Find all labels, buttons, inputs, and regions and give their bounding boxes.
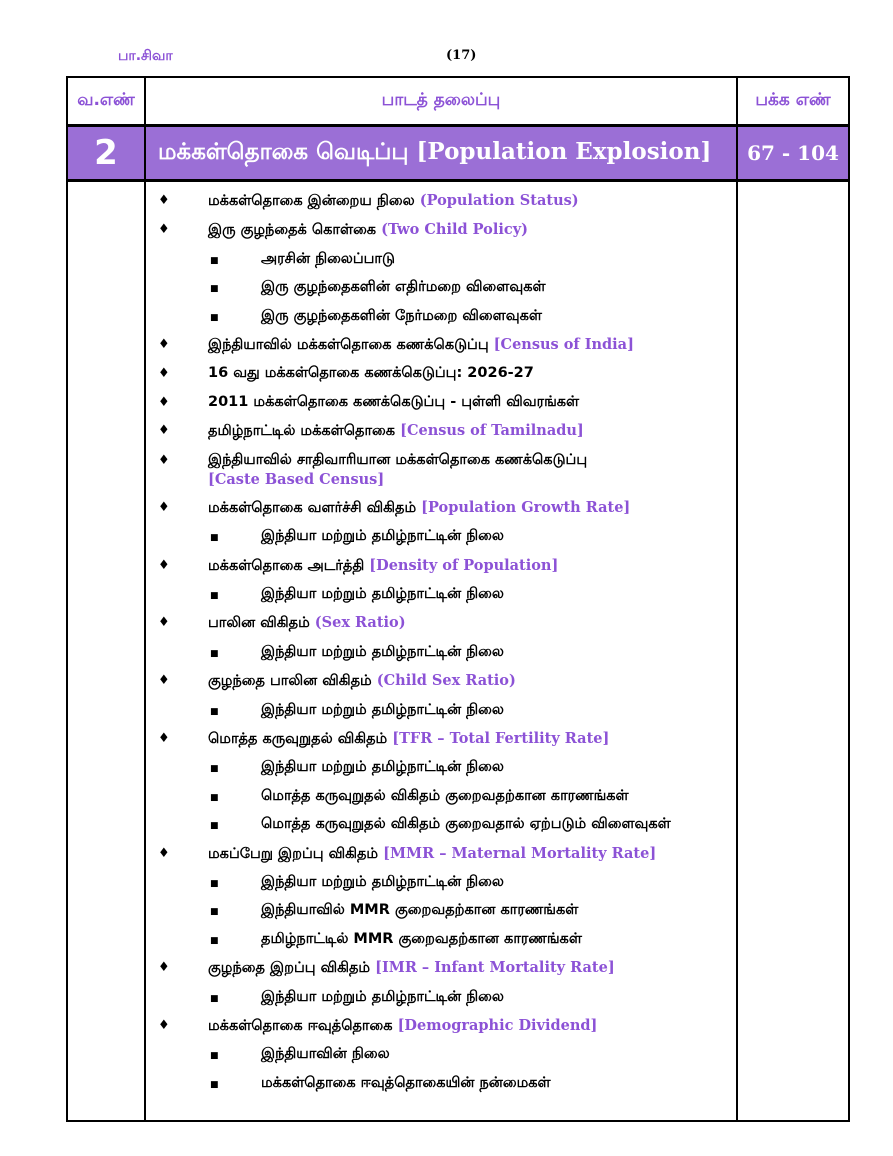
author-name: பா.சிவா xyxy=(118,48,173,64)
list-item: ♦ தமிழ்நாட்டில் மக்கள்தொகை [Census of Tamilnadu] xyxy=(158,422,584,440)
title-column-header: பாடத் தலைப்பு xyxy=(145,77,737,126)
list-subitem: ■ இந்தியா மற்றும் தமிழ்நாட்டின் நிலை xyxy=(146,988,736,1007)
square-bullet-icon: ■ xyxy=(210,993,219,1004)
diamond-bullet-icon: ♦ xyxy=(158,615,170,631)
list-subitem: ■ இரு குழந்தைகளின் எதிர்மறை விளைவுகள் xyxy=(146,278,736,297)
list-item: ♦ மகப்பேறு இறப்பு விகிதம் [MMR – Maternal Mortality Rate] xyxy=(158,844,657,862)
list-item: ♦ மக்கள்தொகை ஈவுத்தொகை [Demographic Dividend] xyxy=(158,1016,598,1034)
table-header-row xyxy=(67,77,849,126)
chapter-pages: 67 - 104 xyxy=(737,126,849,181)
square-bullet-icon: ■ xyxy=(210,1051,219,1062)
diamond-bullet-icon: ♦ xyxy=(158,423,170,439)
list-item: ♦ 16 வது மக்கள்தொகை கணக்கெடுப்பு: 2026-27 xyxy=(158,365,534,382)
diamond-bullet-icon: ♦ xyxy=(158,845,170,861)
list-subitem: ■ இந்தியாவில் MMR குறைவதற்கான காரணங்கள் xyxy=(146,901,736,920)
diamond-bullet-icon: ♦ xyxy=(158,557,170,573)
list-item: ♦ 2011 மக்கள்தொகை கணக்கெடுப்பு - புள்ளி விவரங்கள் xyxy=(158,393,580,410)
chapter-number: 2 xyxy=(67,126,145,181)
diamond-bullet-icon: ♦ xyxy=(158,193,170,208)
diamond-bullet-icon: ♦ xyxy=(158,452,170,468)
list-item: ♦ மக்கள்தொகை இன்றைய நிலை (Population Status) xyxy=(158,192,579,209)
list-subitem: ■ இந்தியா மற்றும் தமிழ்நாட்டின் நிலை xyxy=(146,585,736,604)
square-bullet-icon: ■ xyxy=(210,533,219,544)
diamond-bullet-icon: ♦ xyxy=(158,336,170,352)
list-item: ♦ குழந்தை பாலின விகிதம் (Child Sex Ratio) xyxy=(158,672,516,690)
serial-column-header: வ.எண் xyxy=(67,77,145,126)
page-number: (17) xyxy=(446,48,477,63)
chapter-title-tamil: மக்கள்தொகை வெடிப்பு xyxy=(158,139,417,165)
list-item: ♦ இந்தியாவில் சாதிவாரியான மக்கள்தொகை கணக்கெடுப்பு [Caste Based Census] xyxy=(158,451,588,488)
diamond-bullet-icon: ♦ xyxy=(158,394,170,410)
list-subitem: ■ இந்தியா மற்றும் தமிழ்நாட்டின் நிலை xyxy=(146,527,736,546)
list-subitem: ■ மக்கள்தொகை ஈவுத்தொகையின் நன்மைகள் xyxy=(146,1074,736,1093)
topics-row xyxy=(67,181,849,1122)
square-bullet-icon: ■ xyxy=(210,821,219,832)
square-bullet-icon: ■ xyxy=(210,284,219,295)
list-subitem: ■ இந்தியா மற்றும் தமிழ்நாட்டின் நிலை xyxy=(146,643,736,662)
list-item: ♦ குழந்தை இறப்பு விகிதம் [IMR – Infant Mortality Rate] xyxy=(158,959,615,977)
square-bullet-icon: ■ xyxy=(210,935,219,946)
chapter-title xyxy=(145,126,737,181)
diamond-bullet-icon: ♦ xyxy=(158,1017,170,1033)
chapter-title-english: [Population Explosion] xyxy=(416,138,712,165)
chapter-row xyxy=(67,126,849,181)
square-bullet-icon: ■ xyxy=(210,312,219,323)
diamond-bullet-icon: ♦ xyxy=(158,222,170,238)
list-item: ♦ இந்தியாவில் மக்கள்தொகை கணக்கெடுப்பு [Census of India] xyxy=(158,335,634,353)
square-bullet-icon: ■ xyxy=(210,648,219,659)
list-subitem: ■ இந்தியா மற்றும் தமிழ்நாட்டின் நிலை xyxy=(146,758,736,777)
list-subitem: ■ இரு குழந்தைகளின் நேர்மறை விளைவுகள் xyxy=(146,307,736,326)
square-bullet-icon: ■ xyxy=(210,792,219,803)
pages-column-header: பக்க எண் xyxy=(737,77,849,126)
list-subitem: ■ இந்தியா மற்றும் தமிழ்நாட்டின் நிலை xyxy=(146,873,736,892)
square-bullet-icon: ■ xyxy=(210,255,219,266)
list-item: ♦ மொத்த கருவுறுதல் விகிதம் [TFR – Total Fertility Rate] xyxy=(158,730,610,748)
square-bullet-icon: ■ xyxy=(210,591,219,602)
list-subitem: ■ இந்தியாவின் நிலை xyxy=(146,1045,736,1064)
list-subitem: ■ மொத்த கருவுறுதல் விகிதம் குறைவதற்கான காரணங்கள் xyxy=(146,787,736,806)
diamond-bullet-icon: ♦ xyxy=(158,731,170,747)
square-bullet-icon: ■ xyxy=(210,1079,219,1090)
list-item: ♦ இரு குழந்தைக் கொள்கை (Two Child Policy) xyxy=(158,221,528,239)
list-item: ♦ பாலின விகிதம் (Sex Ratio) xyxy=(158,614,406,632)
list-item: ♦ மக்கள்தொகை வளர்ச்சி விகிதம் [Population Growth Rate] xyxy=(158,498,631,516)
diamond-bullet-icon: ♦ xyxy=(158,499,170,515)
diamond-bullet-icon: ♦ xyxy=(158,673,170,689)
square-bullet-icon: ■ xyxy=(210,706,219,717)
diamond-bullet-icon: ♦ xyxy=(158,960,170,976)
diamond-bullet-icon: ♦ xyxy=(158,366,170,382)
pages-empty-cell xyxy=(737,181,849,1122)
serial-empty-cell xyxy=(67,181,145,1122)
list-item: ♦ மக்கள்தொகை அடர்த்தி [Density of Population] xyxy=(158,556,559,574)
square-bullet-icon: ■ xyxy=(210,878,219,889)
list-subitem: ■ அரசின் நிலைப்பாடு xyxy=(146,250,736,269)
contents-table xyxy=(66,76,850,1122)
topic-list xyxy=(146,182,736,1093)
list-subitem: ■ தமிழ்நாட்டில் MMR குறைவதற்கான காரணங்கள் xyxy=(146,930,736,949)
topics-cell xyxy=(145,181,737,1122)
list-subitem: ■ மொத்த கருவுறுதல் விகிதம் குறைவதால் ஏற்படும் விளைவுகள் xyxy=(146,815,736,834)
square-bullet-icon: ■ xyxy=(210,764,219,775)
square-bullet-icon: ■ xyxy=(210,907,219,918)
list-subitem: ■ இந்தியா மற்றும் தமிழ்நாட்டின் நிலை xyxy=(146,701,736,720)
